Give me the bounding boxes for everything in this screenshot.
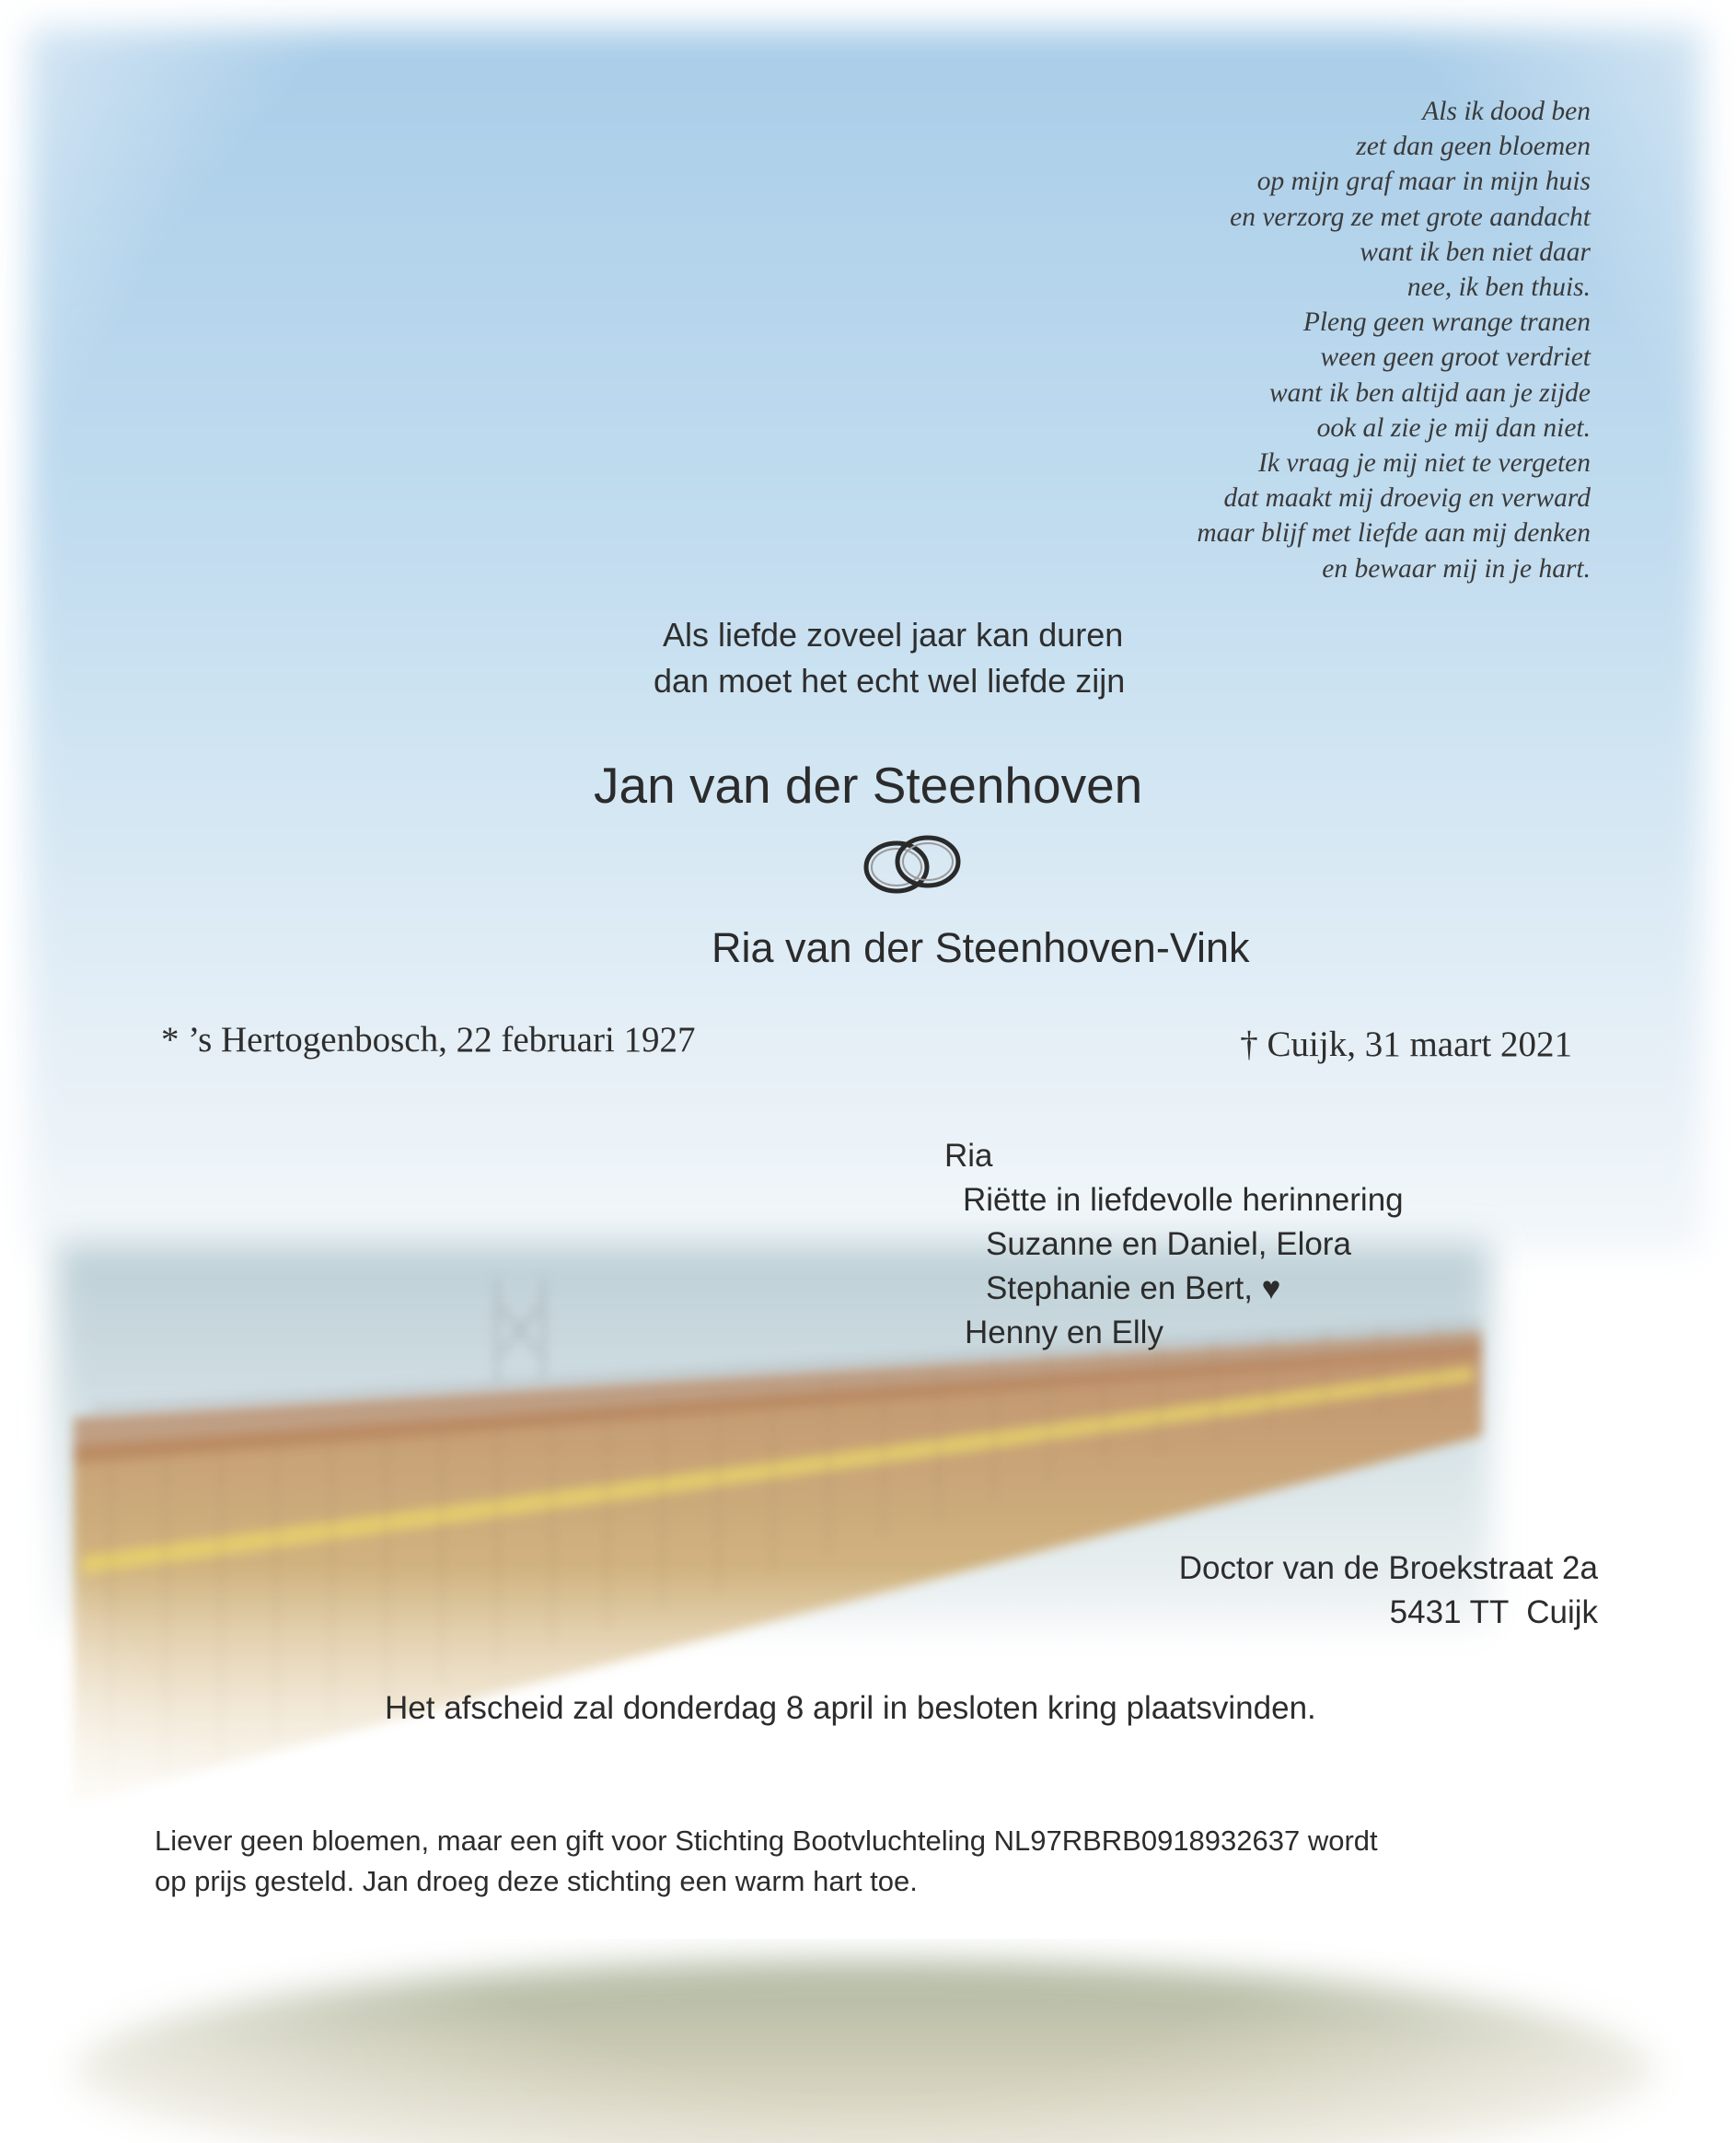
family-list <box>944 1134 1589 1355</box>
donation-note-line-1: Liever geen bloemen, maar een gift voor Stichting Bootvluchteling NL97RBRB0918932637 wordt <box>155 1824 1378 1857</box>
donation-note-line-2: op prijs gesteld. Jan droeg deze stichting een warm hart toe. <box>155 1865 918 1897</box>
motto <box>589 612 1233 704</box>
poem-line: ween geen groot verdriet <box>1320 342 1591 373</box>
poem-line: en verzorg ze met grote aandacht <box>1230 202 1591 232</box>
deceased-name: Jan van der Steenhoven <box>594 757 1143 814</box>
motto-line-1: Als liefde zoveel jaar kan duren <box>663 616 1124 654</box>
address-street: Doctor van de Broekstraat 2a <box>1178 1550 1598 1586</box>
poem-line: want ik ben altijd aan je zijde <box>1268 377 1591 408</box>
wedding-rings-icon <box>856 828 970 902</box>
motto-line-2: dan moet het echt wel liefde zijn <box>654 662 1126 700</box>
address-postal: 5431 TT Cuijk <box>1389 1594 1598 1630</box>
poem-line: zet dan geen bloemen <box>1356 132 1591 162</box>
poem-line: maar blijf met liefde aan mij denken <box>1197 518 1591 549</box>
family-member: Ria <box>944 1138 993 1174</box>
donation-note <box>155 1821 1609 1902</box>
family-member: Stephanie en Bert, ♥ <box>986 1270 1281 1306</box>
poem-line: ook al zie je mij dan niet. <box>1316 412 1591 443</box>
poem-line: Ik vraag je mij niet te vergeten <box>1258 448 1591 479</box>
poem-line: want ik ben niet daar <box>1360 237 1591 267</box>
address <box>954 1546 1598 1635</box>
partner-name: Ria van der Steenhoven-Vink <box>712 924 1250 971</box>
birth-line: * ’s Hertogenbosch, 22 februari 1927 <box>161 1020 696 1060</box>
poem-line: Pleng geen wrange tranen <box>1302 307 1591 338</box>
family-member: Suzanne en Daniel, Elora <box>986 1226 1351 1262</box>
poem-line: Als ik dood ben <box>1422 97 1591 126</box>
farewell-text: Het afscheid zal donderdag 8 april in besloten kring plaatsvinden. <box>385 1690 1316 1726</box>
family-member: Riëtte in liefdevolle herinnering <box>963 1182 1404 1218</box>
poem-line: dat maakt mij droevig en verward <box>1223 483 1591 514</box>
poem-line: en bewaar mij in je hart. <box>1322 553 1591 584</box>
poem-line: op mijn graf maar in mijn huis <box>1256 167 1591 197</box>
poem-line: nee, ik ben thuis. <box>1406 272 1591 303</box>
family-member: Henny en Elly <box>965 1315 1163 1350</box>
poem <box>946 94 1591 586</box>
death-line: † Cuijk, 31 maart 2021 <box>1240 1025 1572 1064</box>
